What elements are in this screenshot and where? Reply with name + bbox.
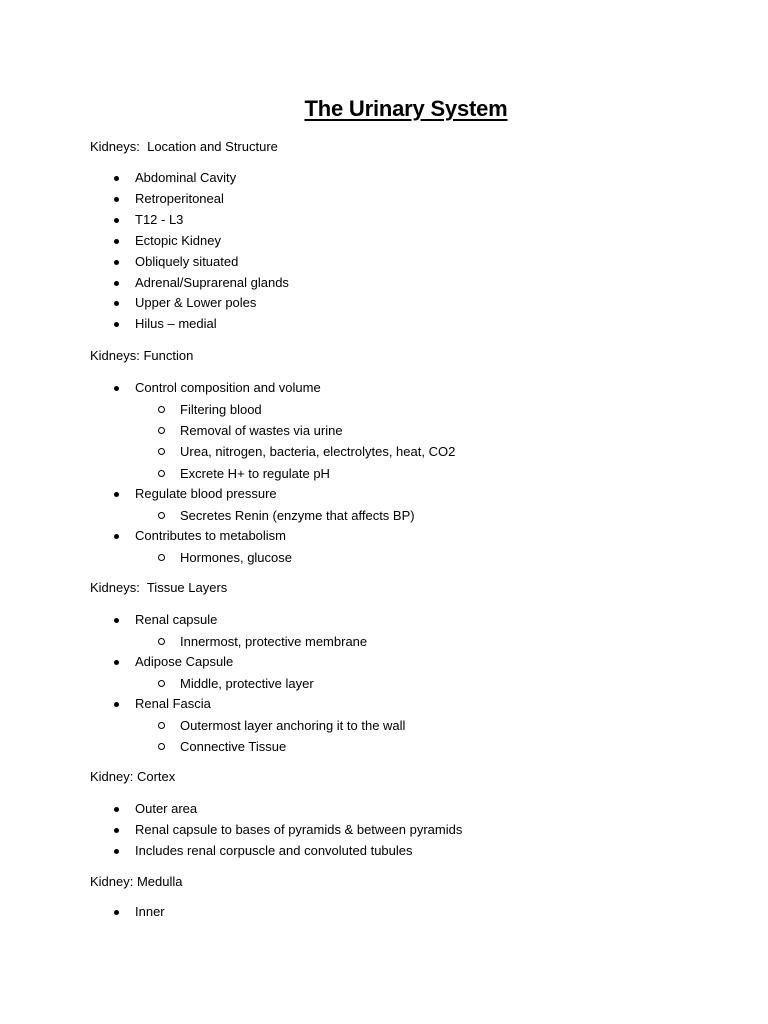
section-heading: Kidneys: Location and Structure (90, 139, 278, 154)
sub-list-item: Hormones, glucose (135, 547, 455, 568)
sub-list-item: Middle, protective layer (135, 673, 405, 694)
list-item: Inner (0, 902, 165, 923)
section-heading: Kidneys: Tissue Layers (90, 580, 228, 595)
sub-list (135, 715, 405, 757)
sub-list (135, 631, 405, 652)
list-item-text: Control composition and volume (135, 380, 321, 395)
list-item-text: Contributes to metabolism (135, 527, 287, 543)
list-item: T12 - L3 (0, 210, 289, 231)
section-heading: Kidney: Cortex (90, 769, 176, 784)
list-item-text: Renal Fascia (135, 696, 211, 712)
sub-list-item: Excrete H+ to regulate pH (135, 463, 455, 484)
list-item-text: Regulate blood pressure (135, 485, 277, 501)
page-title-text: The Urinary System (304, 96, 508, 121)
list-item: Includes renal corpuscle and convoluted tubules (0, 841, 462, 862)
sub-list-item: Removal of wastes via urine (135, 420, 455, 441)
list-item (0, 484, 455, 526)
section-heading: Kidney: Medulla (90, 874, 183, 889)
sub-list-item: Urea, nitrogen, bacteria, electrolytes, heat, CO2 (135, 441, 455, 462)
list-item (0, 652, 405, 694)
sub-list (135, 547, 455, 568)
list-item: Outer area (0, 799, 462, 820)
sub-list-item: Connective Tissue (135, 736, 405, 757)
list-item (0, 694, 405, 757)
list-item: Retroperitoneal (0, 189, 289, 210)
page-title (0, 96, 768, 122)
list-item: Ectopic Kidney (0, 231, 289, 252)
list-item (0, 526, 455, 568)
list-item: Adrenal/Suprarenal glands (0, 273, 289, 294)
list-item (0, 378, 455, 484)
list-item (0, 610, 405, 652)
list-item-text: Adipose Capsule (135, 654, 234, 670)
sub-list (135, 673, 405, 694)
sub-list-item: Filtering blood (135, 399, 455, 420)
bullet-list (0, 378, 455, 568)
list-item: Renal capsule to bases of pyramids & between pyramids (0, 820, 462, 841)
sub-list (135, 399, 455, 484)
bullet-list (0, 799, 462, 862)
list-item: Obliquely situated (0, 252, 289, 273)
section-heading: Kidneys: Function (90, 348, 194, 363)
sub-list-item: Secretes Renin (enzyme that affects BP) (135, 505, 455, 526)
list-item-text: Renal capsule (135, 612, 218, 627)
sub-list-item: Innermost, protective membrane (135, 631, 405, 652)
sub-list (135, 505, 455, 526)
sub-list-item: Outermost layer anchoring it to the wall (135, 715, 405, 736)
list-item: Hilus – medial (0, 314, 289, 335)
bullet-list (0, 902, 165, 923)
list-item: Abdominal Cavity (0, 168, 289, 189)
bullet-list (0, 168, 289, 335)
bullet-list (0, 610, 405, 758)
list-item: Upper & Lower poles (0, 293, 289, 314)
